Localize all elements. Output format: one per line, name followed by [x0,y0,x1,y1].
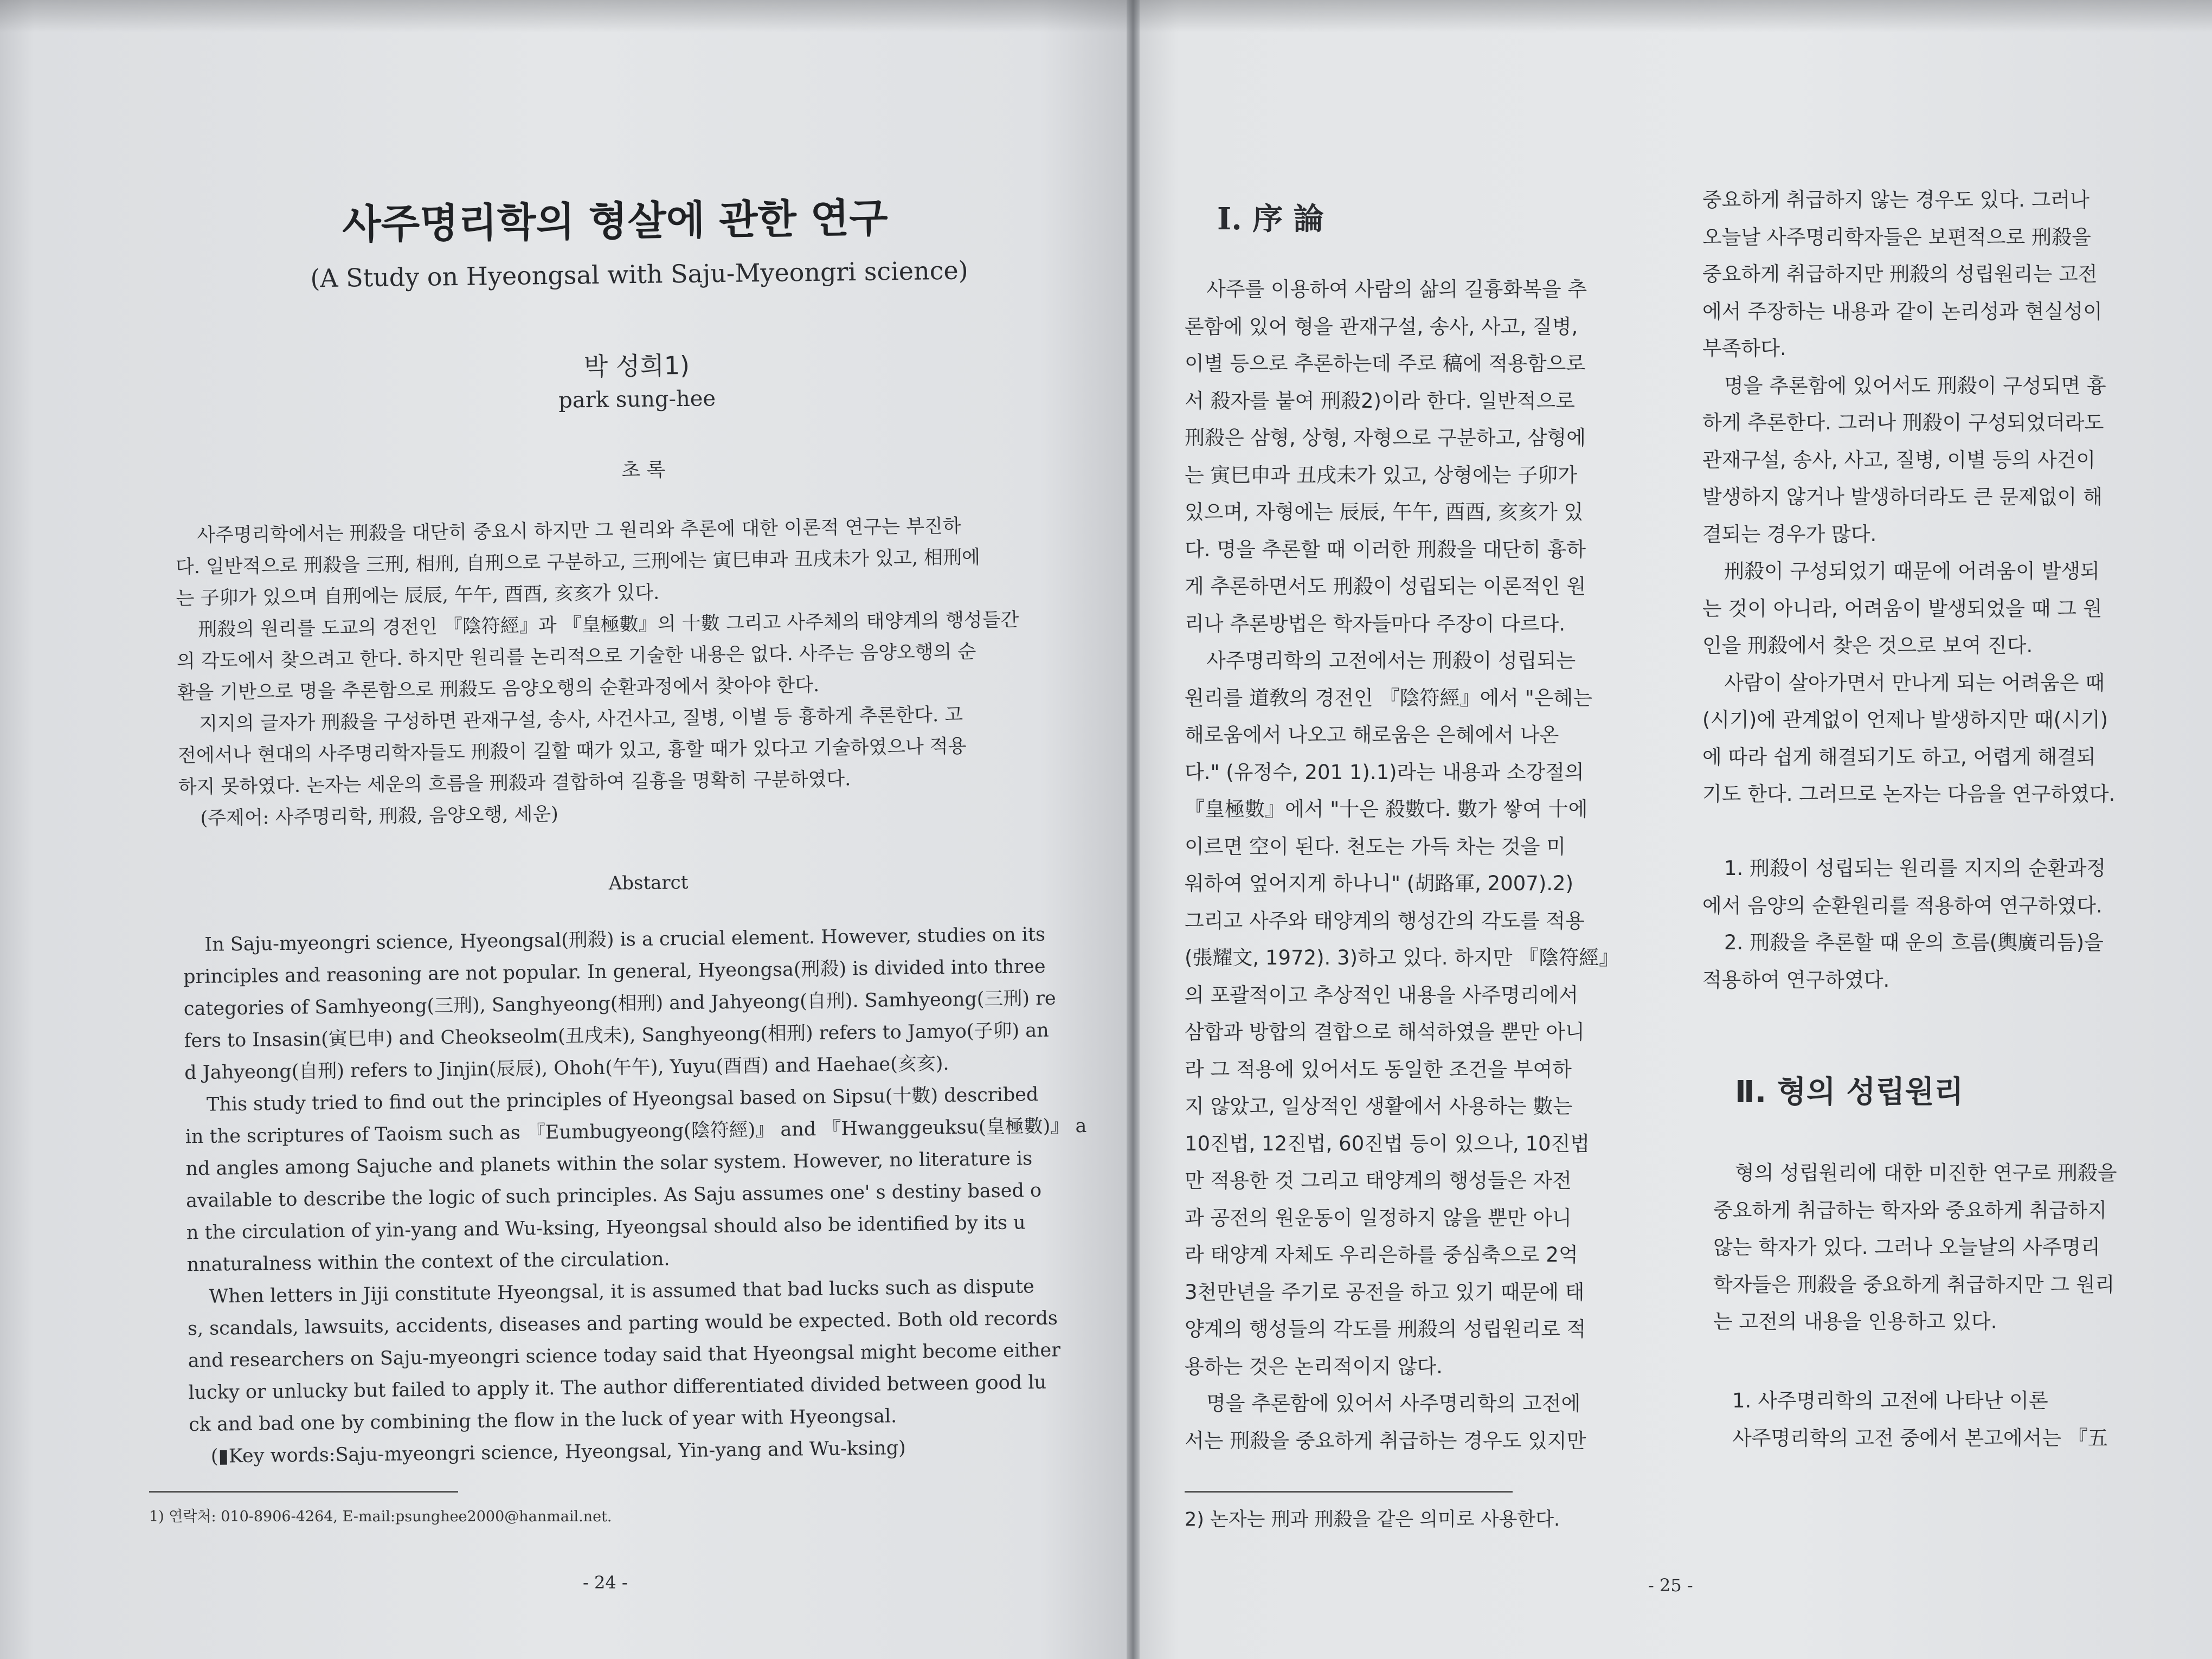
body-line: 3천만년을 주기로 공전을 하고 있기 때문에 태 [1185,1280,1585,1304]
author-name-korean: 박 성희1) [583,350,690,382]
keywords-english: (▮Key words:Saju-myeongri science, Hyeongsal, Yin-yang and Wu-ksing) [210,1437,906,1468]
body-line: (張耀文, 1972). 3)하고 있다. 하지만 『陰符經』 [1185,946,1619,969]
section-heading-introduction: Ⅰ. 序 論 [1217,201,1324,237]
body-line: 발생하지 않거나 발생하더라도 큰 문제없이 해 [1702,485,2102,509]
paper-title: 사주명리학의 형살에 관한 연구 [342,195,889,248]
body-line: 삼합과 방합의 결합으로 해석하였을 뿐만 아니 [1185,1020,1585,1044]
body-line: 부족하다. [1702,337,1786,360]
abstract-line: 하지 못하였다. 논자는 세운의 흐름을 刑殺과 결합하여 길흉을 명확히 구분하였다. [178,768,851,799]
body-line: 그리고 사주와 태양계의 행성간의 각도를 적용 [1185,909,1585,933]
body-line: 서는 刑殺을 중요하게 취급하는 경우도 있지만 [1185,1429,1586,1452]
paper-subtitle: (A Study on Hyeongsal with Saju-Myeongri science) [310,255,968,293]
body-line: 게 추론하면서도 刑殺이 성립되는 이론적인 원 [1185,575,1586,598]
body-line: 중요하게 취급하는 학자와 중요하게 취급하지 [1713,1198,2107,1222]
right-page-column-2 [1702,182,2115,999]
abstract-line: 의 각도에서 찾으려고 한다. 하지만 원리를 논리적으로 기술한 내용은 없다. 사주는 음양오행의 순 [176,641,976,673]
body-line: 결되는 경우가 많다. [1702,522,1877,546]
body-line: 형의 성립원리에 대한 미진한 연구로 刑殺을 [1735,1161,2117,1185]
research-item: 에서 음양의 순환원리를 적용하여 연구하였다. [1702,893,2102,917]
abstract-line: 환을 기반으로 명을 추론함으로 刑殺도 음양오행의 순환과정에서 찾아야 한다. [177,674,820,704]
author-name-english: park sung-hee [558,386,716,413]
body-line: 명을 추론함에 있어서 사주명리학의 고전에 [1206,1392,1581,1415]
abstract-line: In Saju-myeongri science, Hyeongsal(刑殺) is a crucial element. However, studies on its [204,923,1046,956]
body-line: 않는 학자가 있다. 그러나 오늘날의 사주명리 [1713,1236,2100,1259]
body-line: 는 고전의 내용을 인용하고 있다. [1713,1310,1997,1333]
abstract-heading-english: Abstarct [608,871,689,895]
subsection-1 [1716,1382,2108,1457]
blank-line [1702,813,2115,851]
body-line: 사람이 살아가면서 만나게 되는 어려움은 때 [1724,671,2105,695]
abstract-line: n the circulation of yin-yang and Wu-ksing, Hyeongsal should also be identified by its u [186,1212,1026,1244]
body-line: 하게 추론한다. 그러나 刑殺이 구성되었더라도 [1702,411,2104,434]
body-line: 刑殺이 구성되었기 때문에 어려움이 발생되 [1724,560,2100,583]
footnote-contact: 1) 연락처: 010-8906-4264, E-mail:psunghee2000@hanmail.net. [149,1508,612,1525]
body-line: 만 적용한 것 그리고 태양계의 행성들은 자전 [1185,1169,1572,1192]
left-page-content [146,162,1090,1468]
body-line: 에 따라 쉽게 해결되기도 하고, 어렵게 해결되 [1702,745,2096,769]
abstract-line: s, scandals, lawsuits, accidents, diseases and parting would be expected. Both old records [187,1307,1058,1340]
book-spine-gutter [1127,0,1140,1659]
body-line: 『皇極數』에서 "十은 殺數다. 數가 쌓여 十에 [1185,798,1588,821]
body-line: 중요하게 취급하지만 刑殺의 성립원리는 고전 [1702,262,2098,286]
body-line: 지 않았고, 일상적인 생활에서 사용하는 數는 [1185,1095,1573,1118]
body-line: 는 寅巳申과 丑戌未가 있고, 상형에는 子卯가 [1185,463,1577,487]
subsection-heading: 1. 사주명리학의 고전에 나타난 이론 [1732,1389,2048,1412]
abstract-line: nnaturalness within the context of the circulation. [187,1248,670,1276]
abstract-line: and researchers on Saju-myeongri science today said that Hyeongsal might become either [188,1339,1061,1372]
abstract-line: This study tried to find out the principles of Hyeongsal based on Sipsu(十數) described [206,1084,1039,1116]
abstract-line: d Jahyeong(自刑) refers to Jinjin(辰辰), Ohoh(午午), Yuyu(酉酉) and Haehae(亥亥). [184,1053,949,1084]
abstract-line: available to describe the logic of such principles. As Saju assumes one' s destiny based o [185,1179,1042,1212]
section-2-body [1713,1155,2117,1341]
right-page-column-1 [1185,271,1619,1459]
body-line: 워하여 엎어지게 하나니" (胡路軍, 2007).2) [1185,872,1574,895]
abstract-line: 다. 일반적으로 刑殺을 三刑, 相刑, 自刑으로 구분하고, 三刑에는 寅巳申과 丑戌未가 있고, 相刑에 [175,546,981,578]
body-line: 서 殺자를 붙여 刑殺2)이라 한다. 일반적으로 [1185,389,1575,413]
abstract-line: principles and reasoning are not popular. In general, Hyeongsa(刑殺) is divided into three [183,955,1046,988]
body-line: 사주명리학의 고전 중에서 본고에서는 『五 [1732,1426,2108,1450]
abstract-line: 지지의 글자가 刑殺을 구성하면 관재구설, 송사, 사건사고, 질병, 이별 등 흉하게 추론한다. 고 [199,704,963,735]
abstract-line: lucky or unlucky but failed to apply it. The author differentiated divided between good lu [188,1371,1047,1404]
body-line: (시기)에 관계없이 언제나 발생하지만 때(시기) [1702,708,2108,731]
abstract-heading-korean: 초 록 [621,459,666,482]
body-line: 중요하게 취급하지 않는 경우도 있다. 그러나 [1702,188,2089,211]
body-line: 刑殺은 삼형, 상형, 자형으로 구분하고, 삼형에 [1185,426,1586,449]
body-line: 인을 刑殺에서 찾은 것으로 보여 진다. [1702,634,2033,657]
body-line: 학자들은 刑殺을 중요하게 취급하지만 그 원리 [1713,1272,2115,1296]
research-item: 적용하여 연구하였다. [1702,968,1890,992]
page-number-right: - 25 - [1648,1575,1693,1596]
body-line: 오늘날 사주명리학자들은 보편적으로 刑殺을 [1702,225,2091,249]
body-line: 이르면 空이 된다. 천도는 가득 차는 것을 미 [1185,834,1566,858]
footnote-divider [149,1491,458,1493]
body-line: 다." (유정수, 201 1).1)라는 내용과 소강절의 [1185,760,1584,784]
abstract-line: fers to Insasin(寅巳申) and Cheokseolm(丑戌未), Sanghyeong(相刑) refers to Jamyo(子卯) an [184,1019,1049,1052]
body-line: 해로움에서 나오고 해로움은 은혜에서 나온 [1185,723,1559,747]
body-line: 사주를 이용하여 사람의 삶의 길흉화복을 추 [1206,278,1587,301]
footnote-terminology: 2) 논자는 刑과 刑殺을 같은 의미로 사용한다. [1185,1509,1560,1531]
body-line: 이별 등으로 추론하는데 주로 稿에 적용함으로 [1185,352,1586,375]
abstract-line: When letters in Jiji constitute Hyeongsal, it is assumed that bad lucks such as dispute [209,1276,1034,1308]
abstract-line: nd angles among Sajuche and planets within the solar system. However, no literature is [185,1148,1033,1180]
body-line: 는 것이 아니라, 어려움이 발생되었을 때 그 원 [1702,596,2102,620]
body-line: 기도 한다. 그러므로 논자는 다음을 연구하였다. [1702,782,2115,806]
body-line: 10진법, 12진법, 60진법 등이 있으나, 10진법 [1185,1131,1590,1155]
body-line: 에서 주장하는 내용과 같이 논리성과 현실성이 [1702,299,2102,323]
body-line: 다. 명을 추론할 때 이러한 刑殺을 대단히 흉하 [1185,537,1586,561]
research-item: 2. 刑殺을 추론할 때 운의 흐름(輿廣리듬)을 [1724,931,2104,954]
section-heading-principle: Ⅱ. 형의 성립원리 [1735,1075,1964,1110]
abstract-line: ck and bad one by combining the flow in the luck of year with Hyeongsal. [188,1405,897,1436]
footnote-divider [1185,1491,1513,1493]
body-line: 과 공전의 원운동이 일정하지 않을 뿐만 아니 [1185,1206,1572,1230]
keywords-korean: (주제어: 사주명리학, 刑殺, 음양오행, 세운) [200,803,559,829]
body-line: 있으며, 자형에는 辰辰, 午午, 酉酉, 亥亥가 있 [1185,500,1584,524]
page-number-left: - 24 - [583,1572,628,1593]
body-line: 라 그 적용에 있어서도 동일한 조건을 부여하 [1185,1057,1572,1081]
body-line: 의 포괄적이고 추상적인 내용을 사주명리에서 [1185,983,1579,1007]
body-line: 론함에 있어 형을 관재구설, 송사, 사고, 질병, [1185,314,1578,338]
body-line: 관재구설, 송사, 사고, 질병, 이별 등의 사건이 [1702,448,2096,472]
body-line: 사주명리학의 고전에서는 刑殺이 성립되는 [1206,649,1576,672]
abstract-line: 사주명리학에서는 刑殺을 대단히 중요시 하지만 그 원리와 추론에 대한 이론적 연구는 부진하 [196,515,961,546]
body-line: 원리를 道敎의 경전인 『陰符經』에서 "은혜는 [1185,686,1592,710]
abstract-korean [175,509,1122,834]
abstract-english [183,918,1130,1473]
research-item: 1. 刑殺이 성립되는 원리를 지지의 순환과정 [1724,857,2106,880]
abstract-line: 刑殺의 원리를 도교의 경전인 『陰符經』과 『皇極數』의 十數 그리고 사주체의 태양계의 행성들간 [198,609,1019,641]
body-line: 리나 추론방법은 학자들마다 주장이 다르다. [1185,612,1566,635]
body-line: 명을 추론함에 있어서도 刑殺이 구성되면 흉 [1724,374,2106,397]
body-line: 라 태양계 자체도 우리은하를 중심축으로 2억 [1185,1243,1578,1266]
top-shadow [0,0,2212,33]
abstract-line: categories of Samhyeong(三刑), Sanghyeong(相刑) and Jahyeong(自刑). Samhyeong(三刑) re [183,987,1056,1020]
body-line: 양계의 행성들의 각도를 刑殺의 성립원리로 적 [1185,1317,1586,1341]
abstract-line: 는 子卯가 있으며 自刑에는 辰辰, 午午, 酉酉, 亥亥가 있다. [176,582,660,610]
body-line: 용하는 것은 논리적이지 않다. [1185,1354,1443,1378]
abstract-line: in the scriptures of Taoism such as 『Eumbugyeong(陰符經)』 and 『Hwanggeuksu(皇極數)』 a [185,1115,1087,1148]
abstract-line: 전에서나 현대의 사주명리학자들도 刑殺이 길할 때가 있고, 흉할 때가 있다고 기술하였으나 적용 [177,735,967,767]
